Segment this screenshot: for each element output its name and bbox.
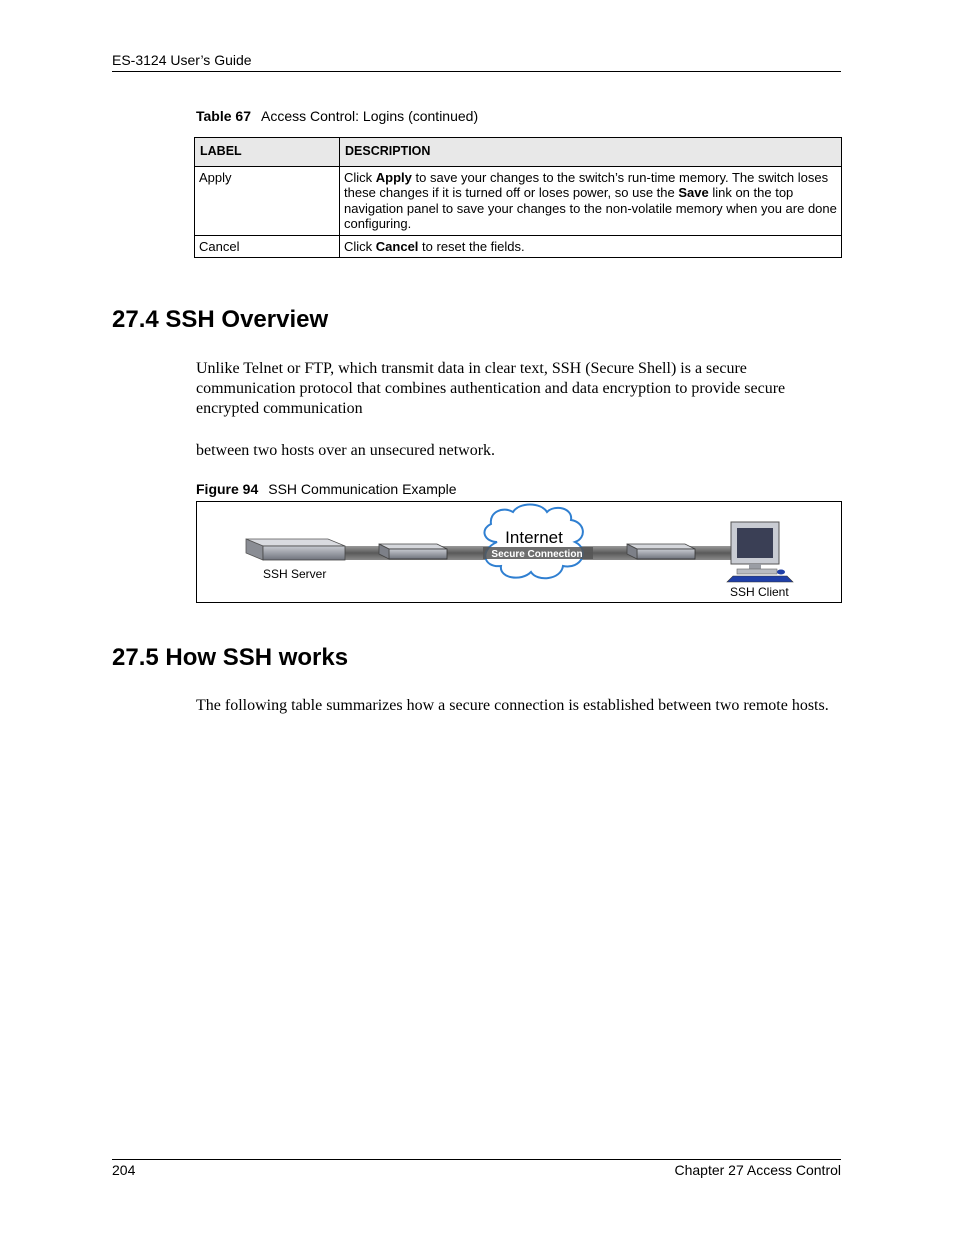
figure-caption-number: Figure 94 — [196, 481, 259, 497]
table-caption — [196, 108, 478, 124]
table-caption-text: Access Control: Logins (continued) — [261, 108, 479, 124]
server-label: SSH Server — [263, 567, 327, 581]
cloud-label: Internet — [505, 528, 563, 547]
footer-rule — [112, 1159, 841, 1160]
router-icon — [379, 544, 447, 559]
desc-text: Click — [344, 169, 376, 185]
chapter-title: Chapter 27 Access Control — [674, 1162, 841, 1178]
table-header-row — [195, 138, 842, 167]
table-cell-label: Cancel — [195, 235, 340, 258]
figure-caption-text: SSH Communication Example — [268, 481, 457, 497]
access-control-table — [194, 137, 842, 258]
ssh-overview-paragraph-continued: between two hosts over an unsecured network. — [196, 442, 496, 459]
desc-bold: Save — [678, 185, 709, 200]
header-rule — [112, 71, 841, 72]
table-cell-description — [340, 235, 842, 258]
desc-text: link on the top navigation panel to save your changes to the non-volatile memory when you are done configuring. — [344, 185, 837, 231]
ssh-diagram — [197, 502, 841, 602]
desc-text: Click — [344, 238, 376, 254]
table-caption-number: Table 67 — [196, 108, 251, 124]
connection-label: Secure Connection — [491, 549, 583, 560]
client-label: SSH Client — [730, 585, 789, 599]
server-icon — [246, 539, 345, 560]
desc-bold: Cancel — [375, 238, 419, 254]
table-cell-label: Apply — [195, 166, 340, 235]
running-header: ES-3124 User’s Guide — [112, 52, 252, 68]
desc-text: to save your changes to the switch’s run-time memory. The switch loses these changes if it is turned off or loses power, so use the — [344, 169, 829, 200]
desc-bold: Apply — [375, 169, 412, 185]
section-heading-how-ssh-works: 27.5 How SSH works — [112, 644, 349, 671]
figure-caption — [196, 481, 457, 497]
ssh-overview-paragraph: Unlike Telnet or FTP, which transmit data in clear text, SSH (Secure Shell) is a secure communication protocol that combines authentication and data encryption to provide secure encrypted communication — [196, 360, 786, 417]
table-cell-description — [340, 166, 842, 235]
table-row — [195, 235, 842, 258]
ssh-figure — [196, 501, 842, 603]
page-number: 204 — [112, 1162, 136, 1178]
table-row — [195, 166, 842, 235]
column-header-description: DESCRIPTION — [340, 138, 842, 167]
section-heading-ssh-overview: 27.4 SSH Overview — [112, 306, 329, 333]
how-ssh-works-paragraph: The following table summarizes how a secure connection is established between two remote hosts. — [196, 697, 829, 714]
computer-icon — [727, 522, 793, 582]
desc-text: to reset the fields. — [418, 238, 525, 254]
router-icon — [627, 544, 695, 559]
column-header-label: LABEL — [195, 138, 340, 167]
